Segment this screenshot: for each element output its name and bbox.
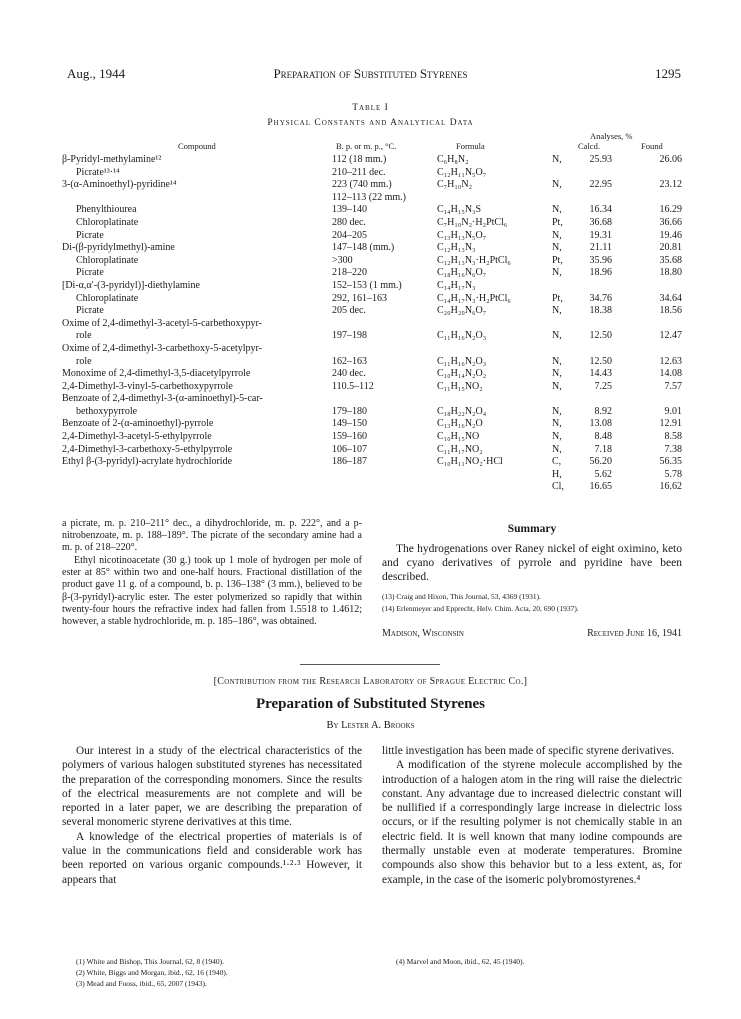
page-number: 1295 bbox=[655, 66, 681, 81]
formula-cell: C₁₈H₁₆N₆O₇ bbox=[437, 267, 487, 279]
element-symbol: N, bbox=[552, 380, 562, 392]
found-cell bbox=[622, 167, 682, 180]
compound-cell: Chloroplatinate bbox=[76, 292, 139, 304]
found-cell: 16.62 bbox=[659, 481, 682, 493]
header-bp: B. p. or m. p., °C. bbox=[336, 141, 397, 151]
bp-cell: 197–198 bbox=[332, 330, 367, 342]
table-row bbox=[62, 293, 682, 306]
found-cell: 9.01 bbox=[664, 405, 682, 417]
calcd-value: 12.50 bbox=[589, 330, 612, 342]
table-title: Physical Constants and Analytical Data bbox=[267, 118, 474, 128]
table-row bbox=[62, 217, 682, 230]
footnotes-right bbox=[396, 956, 682, 967]
calcd-cell bbox=[552, 255, 622, 268]
calcd-value: 25.93 bbox=[589, 154, 612, 165]
formula-cell: C₁₈H₂₂N₂O₄ bbox=[437, 405, 487, 417]
calcd-cell bbox=[552, 393, 622, 406]
bp-cell: 204–205 bbox=[332, 229, 367, 241]
running-head-title: Preparation of Substituted Styrenes bbox=[273, 66, 468, 81]
footnote-14: (14) Erlenmeyer and Epprecht, Helv. Chim. Acta, 20, 690 (1937). bbox=[382, 604, 579, 613]
element-symbol: Pt, bbox=[552, 254, 563, 266]
running-head-date: Aug., 1944 bbox=[67, 66, 126, 81]
calcd-value: 7.25 bbox=[594, 380, 612, 392]
bp-cell: 159–160 bbox=[332, 431, 367, 443]
compound-cell bbox=[62, 481, 332, 494]
calcd-cell bbox=[552, 444, 622, 457]
body-left-column bbox=[62, 744, 362, 887]
table-row bbox=[62, 444, 682, 457]
found-cell: 23.12 bbox=[659, 179, 682, 191]
calcd-value: 14.43 bbox=[589, 368, 612, 380]
calcd-cell bbox=[552, 267, 622, 280]
table-row bbox=[62, 418, 682, 431]
compound-cell: Monoxime of 2,4-dimethyl-3,5-diacetylpyrrole bbox=[62, 368, 251, 380]
formula-cell: C₁₄H₁₇N₃·H₂PtCl₆ bbox=[437, 292, 511, 304]
footnote-4: (4) Marvel and Moon, ibid., 62, 45 (1940). bbox=[396, 957, 525, 966]
element-symbol: C, bbox=[552, 456, 562, 468]
compound-cell: Picrate bbox=[76, 267, 104, 279]
bp-cell: 179–180 bbox=[332, 405, 367, 417]
calcd-value: 13.08 bbox=[589, 418, 612, 430]
element-symbol: Pt, bbox=[552, 216, 563, 228]
found-cell bbox=[622, 343, 682, 356]
found-cell bbox=[622, 192, 682, 205]
found-cell: 18.56 bbox=[659, 305, 682, 317]
calcd-cell bbox=[552, 330, 622, 343]
calcd-cell bbox=[552, 318, 622, 331]
calcd-cell bbox=[552, 406, 622, 419]
formula-cell bbox=[437, 393, 552, 406]
compound-cell: Chloroplatinate bbox=[76, 254, 139, 266]
bp-cell: 186–187 bbox=[332, 456, 367, 468]
calcd-cell bbox=[552, 179, 622, 192]
calcd-value: 8.48 bbox=[594, 431, 612, 443]
formula-cell: C₁₃H₁₃N₅O₇ bbox=[437, 229, 487, 241]
calcd-cell bbox=[552, 242, 622, 255]
bp-cell: 152–153 (1 mm.) bbox=[332, 279, 402, 291]
contribution-line: [Contribution from the Research Laboratory of Sprague Electric Co.] bbox=[213, 676, 528, 687]
found-cell bbox=[622, 318, 682, 331]
compound-cell: 2,4-Dimethyl-3-acetyl-5-ethylpyrrole bbox=[62, 431, 212, 443]
formula-cell: C₁₀H₁₄N₂O₂ bbox=[437, 368, 487, 380]
byline: By Lester A. Brooks bbox=[326, 720, 415, 731]
compound-cell: Chloroplatinate bbox=[76, 216, 139, 228]
compound-cell: 2,4-Dimethyl-3-vinyl-5-carbethoxypyrrole bbox=[62, 380, 233, 392]
table-row bbox=[62, 318, 682, 331]
body-left-paragraph-1: Our interest in a study of the electrical characteristics of the polymers of various halogen substituted styrenes has necessitated the preparation of the corresponding monomers. Since the results of the electrical measurements are not complete and will be reported in a later paper, we are describing the preparation of several monomeric styrene derivatives at this time. bbox=[62, 745, 362, 829]
received-date: Received June 16, 1941 bbox=[587, 628, 682, 639]
element-symbol: N, bbox=[552, 418, 562, 430]
table-row bbox=[62, 381, 682, 394]
compound-cell: Picrate bbox=[76, 229, 104, 241]
table-row bbox=[62, 393, 682, 406]
calcd-value: 16.65 bbox=[589, 481, 612, 493]
calcd-cell bbox=[552, 154, 622, 167]
affiliation-place: Madison, Wisconsin bbox=[382, 628, 464, 639]
calcd-cell bbox=[552, 356, 622, 369]
table-row bbox=[62, 192, 682, 205]
found-cell: 18.80 bbox=[659, 267, 682, 279]
calcd-value: 12.50 bbox=[589, 355, 612, 367]
footnote-13: (13) Craig and Hixon, This Journal, 53, 4369 (1931). bbox=[382, 592, 542, 601]
calcd-cell bbox=[552, 418, 622, 431]
formula-cell: C₁₂H₁₃N₃ bbox=[437, 242, 476, 254]
calcd-cell bbox=[552, 343, 622, 356]
element-symbol: N, bbox=[552, 242, 562, 254]
calcd-cell bbox=[552, 456, 622, 469]
compound-cell: Benzoate of 2,4-dimethyl-3-(α-aminoethyl)-5-car- bbox=[62, 393, 263, 405]
compound-cell: 3-(α-Aminoethyl)-pyridine¹⁴ bbox=[62, 179, 177, 191]
element-symbol: N, bbox=[552, 229, 562, 241]
bp-cell bbox=[332, 343, 437, 356]
compound-cell: Phenylthiourea bbox=[76, 204, 137, 216]
formula-cell bbox=[437, 192, 552, 205]
body-right-paragraph-1: little investigation has been made of specific styrene derivatives. bbox=[382, 745, 675, 757]
compound-cell: Oxime of 2,4-dimethyl-3-acetyl-5-carbethoxypyr- bbox=[62, 317, 263, 329]
found-cell: 20.81 bbox=[659, 242, 682, 254]
calcd-cell bbox=[552, 167, 622, 180]
left-paragraph-2: Ethyl nicotinoacetate (30 g.) took up 1 mole of hydrogen per mole of ester at 85° within two and one-half hours. Fractional distillation of the product gave 11 g. of a compound, b. p. 136–138° (3 mm.), believed to be β-(3-pyridyl)-acrylic ester. The ester polymerized so rapidly that within twenty-four hours the refractive index had fallen from 1.5518 to 1.4612; however, a stable hydrochloride, m. p. 185–186°, was obtained. bbox=[62, 555, 362, 628]
element-symbol: N, bbox=[552, 405, 562, 417]
bp-cell: 110.5–112 bbox=[332, 380, 374, 392]
header-analyses: Analyses, % bbox=[590, 131, 633, 141]
element-symbol: N, bbox=[552, 443, 562, 455]
footnotes-left bbox=[76, 956, 362, 989]
header-compound: Compound bbox=[178, 141, 216, 151]
formula-cell: C₁₄H₁₇N₃ bbox=[437, 279, 476, 291]
header-calcd: Calcd. bbox=[578, 141, 600, 151]
bp-cell bbox=[332, 393, 437, 406]
element-symbol: N, bbox=[552, 204, 562, 216]
found-cell: 56.35 bbox=[659, 456, 682, 468]
compound-cell: Benzoate of 2-(α-aminoethyl)-pyrrole bbox=[62, 418, 214, 430]
table-row bbox=[62, 179, 682, 192]
footnote-2: (2) White, Biggs and Morgan, ibid., 62, 16 (1940). bbox=[76, 968, 228, 977]
table-label: Table I bbox=[352, 103, 389, 113]
found-cell: 35.68 bbox=[659, 254, 682, 266]
calcd-value: 21.11 bbox=[589, 242, 612, 254]
formula-cell: C₁₁H₁₅NO₂ bbox=[437, 380, 483, 392]
table-row bbox=[62, 167, 682, 180]
table-row bbox=[62, 368, 682, 381]
calcd-value: 22.95 bbox=[589, 179, 612, 191]
compound-cell bbox=[62, 469, 332, 482]
bp-cell: 112–113 (22 mm.) bbox=[332, 191, 406, 203]
calcd-cell bbox=[552, 217, 622, 230]
table-row bbox=[62, 154, 682, 167]
header-found: Found bbox=[641, 141, 663, 151]
calcd-cell bbox=[552, 381, 622, 394]
calcd-cell bbox=[552, 230, 622, 243]
formula-cell bbox=[437, 481, 552, 494]
calcd-value: 56.20 bbox=[589, 456, 612, 468]
found-cell: 26.06 bbox=[659, 154, 682, 165]
summary-heading: Summary bbox=[507, 523, 557, 535]
formula-cell: C₁₁H₁₆N₂O₃ bbox=[437, 355, 487, 367]
element-symbol: N, bbox=[552, 154, 562, 165]
compound-cell: [Di-α,α′-(3-pyridyl)]-diethylamine bbox=[62, 279, 200, 291]
found-cell: 7.38 bbox=[664, 443, 682, 455]
footnote-3: (3) Mead and Fuoss, ibid., 65, 2007 (1943). bbox=[76, 979, 207, 988]
element-symbol: N, bbox=[552, 431, 562, 443]
header-formula: Formula bbox=[456, 141, 485, 151]
body-right-column bbox=[382, 744, 682, 887]
physical-constants-table bbox=[62, 154, 682, 494]
bp-cell: 112 (18 mm.) bbox=[332, 154, 387, 165]
found-cell: 5.78 bbox=[664, 468, 682, 480]
calcd-value: 34.76 bbox=[589, 292, 612, 304]
bp-cell: 223 (740 mm.) bbox=[332, 179, 392, 191]
compound-cell: Di-(β-pyridylmethyl)-amine bbox=[62, 242, 175, 254]
formula-cell: C₂₀H₂₀N₆O₇ bbox=[437, 305, 487, 317]
formula-cell: C₁₁H₁₆N₂O₃ bbox=[437, 330, 487, 342]
found-cell: 16.29 bbox=[659, 204, 682, 216]
calcd-cell bbox=[552, 368, 622, 381]
element-symbol: N, bbox=[552, 330, 562, 342]
found-cell: 19.46 bbox=[659, 229, 682, 241]
formula-cell: C₇H₁₀N₂·H₂PtCl₆ bbox=[437, 216, 508, 228]
element-symbol: N, bbox=[552, 179, 562, 191]
left-paragraph: a picrate, m. p. 210–211° dec., a dihydrochloride, m. p. 222°, and a p-nitrobenzoate, m. p. 188–189°. The picrate of the secondary amine had a m. p. of 218–220°. bbox=[62, 518, 362, 554]
table-row bbox=[62, 204, 682, 217]
compound-cell: Picrate¹³·¹⁴ bbox=[76, 166, 120, 178]
formula-cell: C₆H₈N₂ bbox=[437, 154, 469, 165]
table-row bbox=[62, 469, 682, 482]
article-title: Preparation of Substituted Styrenes bbox=[255, 696, 486, 712]
bp-cell: 147–148 (mm.) bbox=[332, 242, 395, 254]
bp-cell: 139–140 bbox=[332, 204, 367, 216]
found-cell: 12.63 bbox=[659, 355, 682, 367]
calcd-value: 5.62 bbox=[594, 468, 612, 480]
element-symbol: N, bbox=[552, 267, 562, 279]
footnote-1: (1) White and Bishop, This Journal, 62, 8 (1940). bbox=[76, 957, 225, 966]
table-row bbox=[62, 406, 682, 419]
element-symbol: Cl, bbox=[552, 481, 564, 493]
bp-cell: 280 dec. bbox=[332, 216, 366, 228]
table-row bbox=[62, 280, 682, 293]
body-left-paragraph-2: A knowledge of the electrical properties of materials is of value in the communications field and considerable work has been reported on various organic compounds.¹·²·³ However, it appears that bbox=[62, 830, 362, 886]
calcd-value: 7.18 bbox=[594, 443, 612, 455]
compound-cell: 2,4-Dimethyl-3-carbethoxy-5-ethylpyrrole bbox=[62, 443, 233, 455]
compound-cell: Oxime of 2,4-dimethyl-3-carbethoxy-5-acetylpyr- bbox=[62, 342, 263, 354]
formula-cell: C₁₂H₁₃N₃·H₂PtCl₆ bbox=[437, 254, 511, 266]
element-symbol: N, bbox=[552, 305, 562, 317]
bp-cell: 218–220 bbox=[332, 267, 367, 279]
calcd-value: 16.34 bbox=[589, 204, 612, 216]
formula-cell bbox=[437, 343, 552, 356]
calcd-value: 18.96 bbox=[589, 267, 612, 279]
found-cell bbox=[622, 280, 682, 293]
section-divider bbox=[300, 664, 440, 665]
compound-cell: bethoxypyrrole bbox=[76, 405, 138, 417]
calcd-cell bbox=[552, 481, 622, 494]
compound-cell: Picrate bbox=[76, 305, 104, 317]
calcd-value: 18.38 bbox=[589, 305, 612, 317]
bp-cell bbox=[332, 318, 437, 331]
element-symbol: H, bbox=[552, 468, 562, 480]
formula-cell bbox=[437, 318, 552, 331]
element-symbol: N, bbox=[552, 368, 562, 380]
bp-cell bbox=[332, 481, 437, 494]
calcd-value: 36.68 bbox=[589, 216, 612, 228]
bp-cell: >300 bbox=[332, 254, 353, 266]
formula-cell: C₁₀H₁₅NO bbox=[437, 431, 480, 443]
formula-cell: C₇H₁₀N₂ bbox=[437, 179, 473, 191]
bp-cell: 149–150 bbox=[332, 418, 367, 430]
found-cell: 8.58 bbox=[664, 431, 682, 443]
compound-cell: role bbox=[76, 330, 92, 342]
table-row bbox=[62, 305, 682, 318]
body-right-paragraph-2: A modification of the styrene molecule accomplished by the introduction of a halogen atom in the ring will raise the dielectric constant. Any advantage due to increased dielectric constant will be nullified if a correspondingly large increase in dielectric loss occurs, or if the resulting polymer is not chemically stable in an electric field. It is well known that many iodine compounds are thermally unstable even at moderate temperatures. Bromine compounds also show this behavior but to a less extent, as, for example, in the case of the isomeric polybromostyrenes.⁴ bbox=[382, 759, 682, 886]
bp-cell: 106–107 bbox=[332, 443, 367, 455]
calcd-value: 19.31 bbox=[589, 229, 612, 241]
formula-cell: C₁₀H₁₁NO₂·HCl bbox=[437, 456, 503, 468]
formula-cell bbox=[437, 469, 552, 482]
found-cell: 12.91 bbox=[659, 418, 682, 430]
table-row bbox=[62, 230, 682, 243]
table-row bbox=[62, 431, 682, 444]
bp-cell bbox=[332, 469, 437, 482]
calcd-cell bbox=[552, 469, 622, 482]
calcd-value: 35.96 bbox=[589, 254, 612, 266]
summary-text: The hydrogenations over Raney nickel of eight oximino, keto and cyano derivatives of pyrrole and pyridine have been described. bbox=[382, 543, 682, 583]
bp-cell: 292, 161–163 bbox=[332, 292, 387, 304]
table-row bbox=[62, 330, 682, 343]
found-cell bbox=[622, 393, 682, 406]
element-symbol: N, bbox=[552, 355, 562, 367]
formula-cell: C₁₂H₁₁N₅O₇ bbox=[437, 166, 487, 178]
element-symbol: Pt, bbox=[552, 292, 563, 304]
calcd-cell bbox=[552, 280, 622, 293]
table-row bbox=[62, 255, 682, 268]
formula-cell: C₁₁H₁₇NO₂ bbox=[437, 443, 483, 455]
calcd-cell bbox=[552, 192, 622, 205]
table-row bbox=[62, 456, 682, 469]
compound-cell: β-Pyridyl-methylamine¹² bbox=[62, 154, 162, 165]
bp-cell: 210–211 dec. bbox=[332, 166, 386, 178]
compound-cell bbox=[62, 192, 332, 205]
found-cell: 7.57 bbox=[664, 380, 682, 392]
found-cell: 14.08 bbox=[659, 368, 682, 380]
compound-cell: role bbox=[76, 355, 92, 367]
table-row bbox=[62, 267, 682, 280]
compound-cell: Ethyl β-(3-pyridyl)-acrylate hydrochloride bbox=[62, 456, 233, 468]
table-row bbox=[62, 481, 682, 494]
calcd-cell bbox=[552, 293, 622, 306]
calcd-value: 8.92 bbox=[594, 405, 612, 417]
table-row bbox=[62, 242, 682, 255]
formula-cell: C₁₃H₁₆N₂O bbox=[437, 418, 483, 430]
bp-cell: 162–163 bbox=[332, 355, 367, 367]
found-cell: 12.47 bbox=[659, 330, 682, 342]
table-row bbox=[62, 343, 682, 356]
calcd-cell bbox=[552, 431, 622, 444]
table-row bbox=[62, 356, 682, 369]
bp-cell: 240 dec. bbox=[332, 368, 366, 380]
found-cell: 34.64 bbox=[659, 292, 682, 304]
formula-cell: C₁₄H₁₅N₃S bbox=[437, 204, 482, 216]
found-cell: 36.66 bbox=[659, 216, 682, 228]
bp-cell: 205 dec. bbox=[332, 305, 366, 317]
calcd-cell bbox=[552, 305, 622, 318]
calcd-cell bbox=[552, 204, 622, 217]
